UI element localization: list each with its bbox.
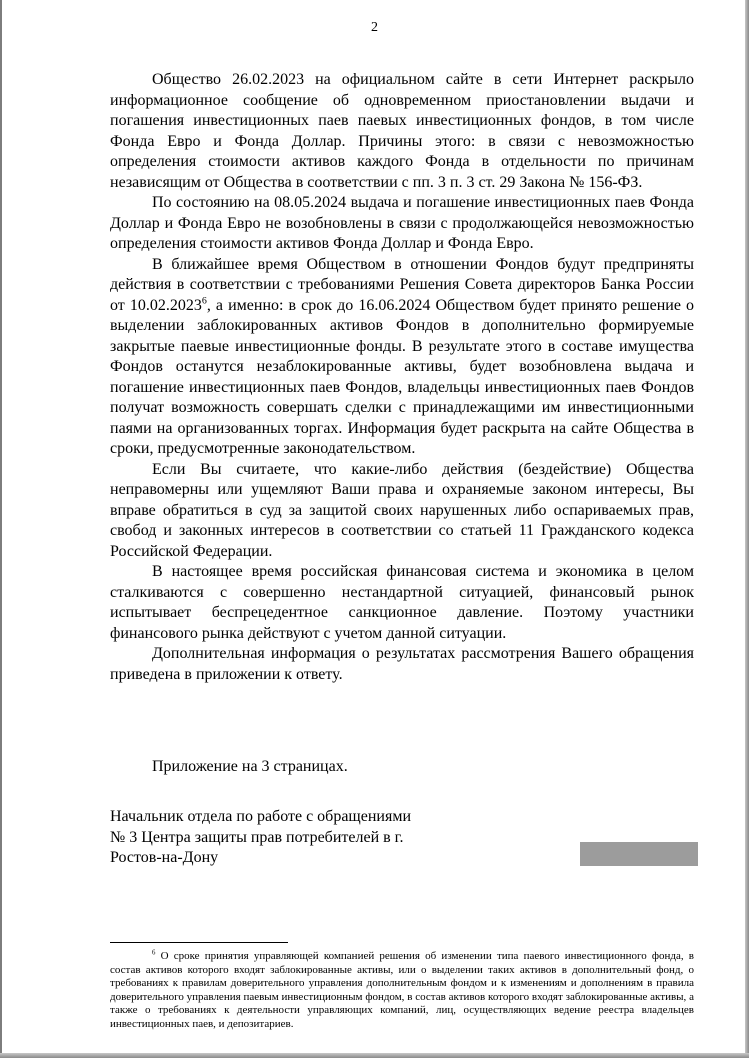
footnote [110, 950, 694, 1032]
page-border-right [745, 0, 749, 1058]
paragraph-status: По состоянию на 08.05.2024 выдача и погашение инвестиционных паев Фонда Доллар и Фонда Евро не возобновлены в связи с продолжающейся невозможностью определения стоимости активов Фонда Доллар и Фонда Евро. [110, 194, 694, 252]
letter-body [110, 70, 694, 685]
signature-line-3: Ростов-на-Дону [110, 849, 219, 866]
footnote-mark: 6 [152, 949, 156, 957]
paragraph-market-situation: В настоящее время российская финансовая система и экономика в целом сталкиваются с совершенно нестандартной ситуацией, финансовый рынок испытывает беспрецедентное санкционное давление. Поэтому участники финансового рынка действуют с учетом данной ситуации. [110, 563, 694, 642]
paragraph-planned-actions-text-b: , а именно: в срок до 16.06.2024 Обществом будет принято решение о выделении заблокированных активов Фондов в дополнительно формируемые закрытые паевые инвестиционные фонды. В результате этого в составе имущества Фондов останутся незаблокированные активы, будет возобновлена выдача и погашение инвестиционных паев Фондов, владельцы инвестиционных паев Фондов получат возможность совершать сделки с принадлежащими им инвестиционными паями на организованных торгах. Информация будет раскрыта на сайте Общества в сроки, предусмотренные законодательством. [110, 296, 695, 457]
paragraph-suspension-notice: Общество 26.02.2023 на официальном сайте в сети Интернет раскрыло информационное сообщение об одновременном приостановлении выдачи и погашения инвестиционных паев паевых инвестиционных фондов, в том числе Фонда Евро и Фонда Доллар. Причины этого: в связи с невозможностью определения стоимости активов каждого Фонда в отдельности по причинам независящим от Общества в соответствии с пп. 3 п. 3 ст. 29 Закона № 156-ФЗ. [110, 71, 694, 191]
page-border-left [0, 0, 2, 1058]
page-number: 2 [371, 20, 378, 35]
appendix-note: Приложение на 3 страницах. [152, 758, 348, 775]
page-border-bottom [0, 1053, 749, 1058]
paragraph-additional-info: Дополнительная информация о результатах рассмотрения Вашего обращения приведена в приложении к ответу. [110, 645, 694, 683]
signature-block [110, 807, 470, 869]
paragraph-planned-actions [110, 255, 694, 460]
paragraph-planned-actions-text-a: В ближайшее время Обществом в отношении Фондов будут предприняты действия в соответствии с требованиями Решения Совета директоров Банка России от 10.02.2023 [110, 255, 694, 314]
footnote-separator [110, 942, 288, 943]
signature-line-2: № 3 Центра защиты прав потребителей в г. [110, 828, 404, 846]
redacted-signatory-name [580, 842, 698, 866]
footnote-reference: 6 [201, 295, 207, 307]
paragraph-court-rights: Если Вы считаете, что какие-либо действия (бездействие) Общества неправомерны или ущемляют Ваши права и охраняемые законом интересы, Вы вправе обратиться в суд за защитой своих нарушенных либо оспариваемых прав, свобод и законных интересов в соответствии со статьей 11 Гражданского кодекса Российской Федерации. [110, 460, 694, 560]
signature-line-1: Начальник отдела по работе с обращениями [110, 808, 412, 825]
footnote-text: О сроке принятия управляющей компанией решения об изменении типа паевого инвестиционного фонда, в состав активов которого входят заблокированные активы, или о выделении таких активов в дополнительный фонд, о требованиях к правилам доверительного управления дополнительным фондом и к изменениям и дополнениям в правила доверительного управления паевым инвестиционным фондом, в состав активов которого входят заблокированные активы, а также о требованиях к деятельности управляющих компаний, лиц, осуществляющих ведение реестра владельцев инвестиционных паев, и депозитариев. [110, 950, 694, 1030]
